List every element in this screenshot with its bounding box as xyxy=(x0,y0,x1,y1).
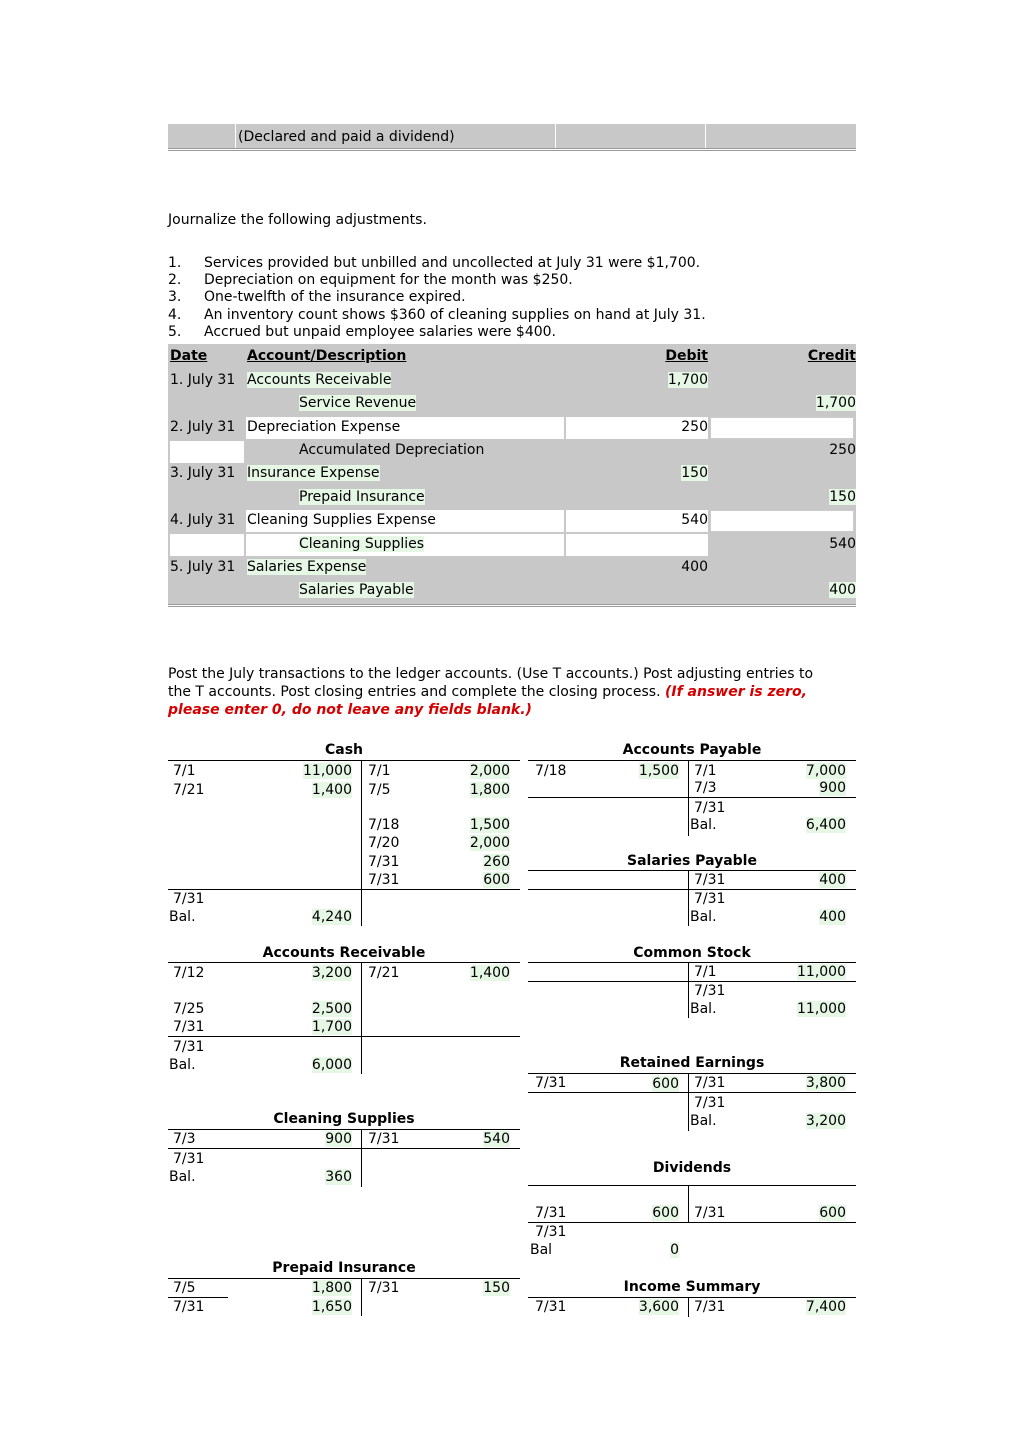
t-date: 7/1 xyxy=(173,763,196,779)
journal-date: 3. July 31 xyxy=(170,465,236,481)
t-amount[interactable]: 2,500 xyxy=(311,1001,352,1017)
t-amount[interactable]: 900 xyxy=(325,1131,352,1147)
t-amount[interactable]: 1,500 xyxy=(469,817,510,833)
t-date: 7/31 xyxy=(535,1075,567,1091)
header-debit: Debit xyxy=(665,348,708,364)
t-bal-label: Bal. xyxy=(169,1057,196,1073)
t-amount[interactable]: 260 xyxy=(483,854,510,870)
t-balance[interactable]: 360 xyxy=(325,1169,352,1185)
t-date: 7/21 xyxy=(173,782,205,798)
t-title: Cleaning Supplies xyxy=(273,1111,415,1127)
post-instructions-line1: Post the July transactions to the ledger accounts. (Use T accounts.) Post adjusting entries to xyxy=(168,666,814,682)
t-amount[interactable]: 600 xyxy=(652,1205,679,1221)
item-text: An inventory count shows $360 of cleaning supplies on hand at July 31. xyxy=(204,307,706,323)
t-title: Accounts Payable xyxy=(622,742,762,758)
t-date: 7/3 xyxy=(694,780,717,796)
item-number: 5. xyxy=(168,324,182,340)
t-date: 7/31 xyxy=(535,1299,567,1315)
t-amount[interactable]: 1,500 xyxy=(638,763,679,779)
t-amount[interactable]: 3,600 xyxy=(638,1299,679,1315)
t-title: Prepaid Insurance xyxy=(272,1260,416,1276)
journal-credit[interactable]: 540 xyxy=(829,536,856,552)
t-title: Income Summary xyxy=(623,1279,761,1295)
post-instructions-text: the T accounts. Post closing entries and complete the closing process. xyxy=(168,684,661,700)
t-amount[interactable]: 1,650 xyxy=(311,1299,352,1315)
t-amount[interactable]: 7,000 xyxy=(805,763,846,779)
journal-account[interactable]: Depreciation Expense xyxy=(247,419,401,435)
header-date: Date xyxy=(170,348,208,364)
journal-account[interactable]: Accounts Receivable xyxy=(247,372,392,388)
t-date: 7/1 xyxy=(694,763,717,779)
t-date: 7/5 xyxy=(173,1280,196,1296)
t-bal-date: 7/31 xyxy=(173,1151,205,1167)
item-text: Services provided but unbilled and uncollected at July 31 were $1,700. xyxy=(204,255,701,271)
journal-date: 1. July 31 xyxy=(170,372,236,388)
t-bal-date: 7/31 xyxy=(694,800,726,816)
item-text: Depreciation on equipment for the month was $250. xyxy=(204,272,573,288)
t-amount[interactable]: 600 xyxy=(652,1076,679,1092)
t-date: 7/1 xyxy=(368,763,391,779)
t-date: 7/12 xyxy=(173,965,205,981)
t-title: Retained Earnings xyxy=(619,1055,765,1071)
t-bal-date: 7/31 xyxy=(694,983,726,999)
t-balance[interactable]: 6,000 xyxy=(311,1057,352,1073)
t-title: Accounts Receivable xyxy=(262,945,426,961)
journal-debit[interactable]: 250 xyxy=(681,419,708,435)
t-bal-label: Bal. xyxy=(169,909,196,925)
t-amount[interactable]: 1,800 xyxy=(311,1280,352,1296)
t-date: 7/1 xyxy=(694,964,717,980)
t-amount[interactable]: 11,000 xyxy=(303,763,352,779)
t-date: 7/31 xyxy=(368,872,400,888)
journal-account[interactable]: Cleaning Supplies xyxy=(299,536,425,552)
header-credit: Credit xyxy=(807,348,856,364)
t-bal-date: 7/31 xyxy=(694,1095,726,1111)
t-amount[interactable]: 1,400 xyxy=(311,782,352,798)
journal-account[interactable]: Salaries Expense xyxy=(247,559,367,575)
t-balance[interactable]: 6,400 xyxy=(805,817,846,833)
journal-account[interactable]: Salaries Payable xyxy=(299,582,414,598)
t-balance[interactable]: 0 xyxy=(670,1242,679,1258)
post-instructions-line2 xyxy=(168,684,807,700)
t-balance[interactable]: 400 xyxy=(819,909,846,925)
journal-credit[interactable]: 400 xyxy=(829,582,856,598)
t-amount[interactable]: 1,700 xyxy=(311,1019,352,1035)
t-amount[interactable]: 2,000 xyxy=(469,763,510,779)
t-title: Cash xyxy=(324,742,364,758)
t-date: 7/31 xyxy=(694,1299,726,1315)
item-text: Accrued but unpaid employee salaries were $400. xyxy=(204,324,556,340)
item-number: 4. xyxy=(168,307,182,323)
item-number: 1. xyxy=(168,255,182,271)
t-amount[interactable]: 2,000 xyxy=(469,835,510,851)
journal-account[interactable]: Cleaning Supplies Expense xyxy=(247,512,436,528)
t-date: 7/31 xyxy=(173,1299,205,1315)
t-date: 7/18 xyxy=(535,763,567,779)
t-amount[interactable]: 900 xyxy=(819,780,846,796)
t-amount[interactable]: 11,000 xyxy=(797,964,846,980)
top-row-text: (Declared and paid a dividend) xyxy=(238,129,455,145)
t-date: 7/5 xyxy=(368,782,391,798)
t-date: 7/31 xyxy=(694,1075,726,1091)
t-bal-label: Bal. xyxy=(690,1001,717,1017)
journal-date: 5. July 31 xyxy=(170,559,236,575)
journal-account[interactable]: Accumulated Depreciation xyxy=(299,442,485,458)
journal-account[interactable]: Insurance Expense xyxy=(247,465,380,481)
t-amount[interactable]: 150 xyxy=(483,1280,510,1296)
t-amount[interactable]: 3,800 xyxy=(805,1075,846,1091)
t-bal-label: Bal. xyxy=(690,817,717,833)
t-date: 7/25 xyxy=(173,1001,205,1017)
post-instructions-line3: please enter 0, do not leave any fields blank.) xyxy=(168,702,532,718)
journal-debit[interactable]: 150 xyxy=(681,465,708,481)
t-balance[interactable]: 4,240 xyxy=(311,909,352,925)
t-date: 7/18 xyxy=(368,817,400,833)
t-bal-date: 7/31 xyxy=(173,1039,205,1055)
item-number: 3. xyxy=(168,289,182,305)
journal-account[interactable]: Service Revenue xyxy=(299,395,417,411)
t-date: 7/3 xyxy=(173,1131,196,1147)
t-bal-label: Bal. xyxy=(690,909,717,925)
instructions: Journalize the following adjustments. xyxy=(168,212,427,228)
journal-debit[interactable]: 540 xyxy=(681,512,708,528)
t-bal-label: Bal xyxy=(530,1242,553,1258)
t-amount[interactable]: 3,200 xyxy=(311,965,352,981)
t-date: 7/21 xyxy=(368,965,400,981)
journal-account[interactable]: Prepaid Insurance xyxy=(299,489,425,505)
t-date: 7/31 xyxy=(694,872,726,888)
t-bal-label: Bal. xyxy=(690,1113,717,1129)
header-account: Account/Description xyxy=(247,348,407,364)
t-date: 7/31 xyxy=(368,1280,400,1296)
t-bal-date: 7/31 xyxy=(694,891,726,907)
t-amount[interactable]: 540 xyxy=(483,1131,510,1147)
t-date: 7/31 xyxy=(535,1205,567,1221)
journal-credit[interactable]: 250 xyxy=(829,442,856,458)
t-amount[interactable]: 600 xyxy=(483,872,510,888)
t-balance[interactable]: 3,200 xyxy=(805,1113,846,1129)
t-bal-label: Bal. xyxy=(169,1169,196,1185)
t-date: 7/31 xyxy=(368,854,400,870)
t-balance[interactable]: 11,000 xyxy=(797,1001,846,1017)
item-number: 2. xyxy=(168,272,182,288)
journal-credit[interactable]: 1,700 xyxy=(815,395,856,411)
t-title: Salaries Payable xyxy=(627,853,757,869)
t-bal-date: 7/31 xyxy=(535,1224,567,1240)
t-date: 7/31 xyxy=(173,1019,205,1035)
journal-debit[interactable]: 400 xyxy=(681,559,708,575)
journal-date: 4. July 31 xyxy=(170,512,236,528)
t-title: Dividends xyxy=(652,1160,732,1176)
t-amount[interactable]: 400 xyxy=(819,872,846,888)
t-date: 7/31 xyxy=(368,1131,400,1147)
t-amount[interactable]: 1,800 xyxy=(469,782,510,798)
t-date: 7/20 xyxy=(368,835,400,851)
journal-date: 2. July 31 xyxy=(170,419,236,435)
t-amount[interactable]: 7,400 xyxy=(805,1299,846,1315)
t-amount[interactable]: 1,400 xyxy=(469,965,510,981)
t-date: 7/31 xyxy=(694,1205,726,1221)
item-text: One-twelfth of the insurance expired. xyxy=(204,289,466,305)
t-amount[interactable]: 600 xyxy=(819,1205,846,1221)
journal-credit[interactable]: 150 xyxy=(829,489,856,505)
t-title: Common Stock xyxy=(633,945,751,961)
journal-debit[interactable]: 1,700 xyxy=(667,372,708,388)
zero-note: (If answer is zero, xyxy=(664,684,807,700)
t-bal-date: 7/31 xyxy=(173,891,205,907)
